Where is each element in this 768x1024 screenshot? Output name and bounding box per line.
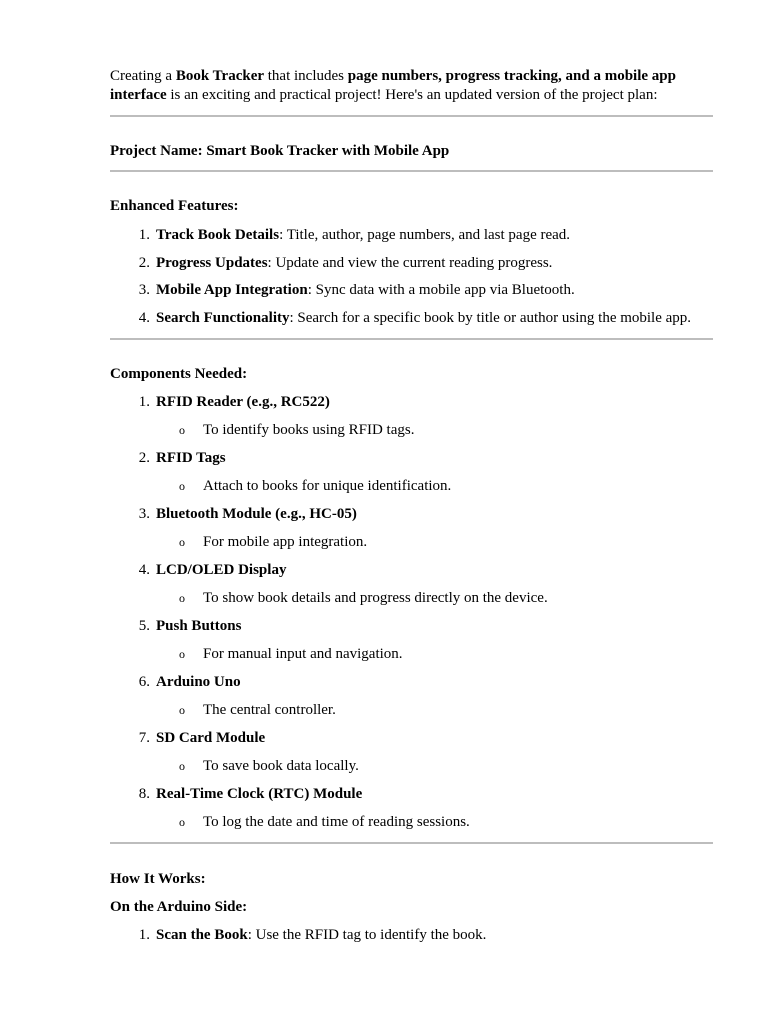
list-item: 1. Track Book Details: Title, author, page numbers, and last page read. [138, 227, 571, 243]
intro-bold-2: page numbers, progress tracking, and a mobile app interface [110, 68, 676, 103]
intro-paragraph [110, 67, 713, 105]
divider [110, 170, 713, 172]
list-item: 7. SD Card Module o To save book data locally. [138, 730, 359, 774]
bullet-icon: o [179, 423, 185, 437]
bullet-icon: o [179, 759, 185, 773]
bullet-icon: o [179, 535, 185, 549]
list-item: 6. Arduino Uno o The central controller. [138, 674, 336, 718]
list-item: 8. Real-Time Clock (RTC) Module o To log the date and time of reading sessions. [138, 786, 470, 830]
list-item: 4. Search Functionality: Search for a specific book by title or author using the mobile app. [138, 310, 692, 326]
intro-text-1: Creating a [110, 68, 176, 84]
list-item: 2. RFID Tags o Attach to books for unique identification. [138, 450, 452, 494]
bullet-icon: o [179, 703, 185, 717]
features-heading: Enhanced Features: [110, 198, 239, 214]
project-name-heading: Project Name: Smart Book Tracker with Mobile App [110, 143, 450, 159]
divider [110, 338, 713, 340]
list-item: 3. Bluetooth Module (e.g., HC-05) o For mobile app integration. [138, 506, 368, 550]
intro-bold-1: Book Tracker [175, 68, 265, 84]
arduino-side-heading: On the Arduino Side: [110, 899, 248, 915]
divider [110, 115, 713, 117]
list-item: 2. Progress Updates: Update and view the current reading progress. [138, 255, 553, 271]
list-item: 3. Mobile App Integration: Sync data with a mobile app via Bluetooth. [138, 282, 575, 298]
list-item: 1. RFID Reader (e.g., RC522) o To identify books using RFID tags. [138, 394, 415, 438]
divider [110, 842, 713, 844]
list-item: 4. LCD/OLED Display o To show book details and progress directly on the device. [138, 562, 548, 606]
components-heading: Components Needed: [110, 366, 248, 382]
bullet-icon: o [179, 479, 185, 493]
intro-text-2: that includes [264, 68, 348, 84]
intro-text-3: is an exciting and practical project! Here's an updated version of the project plan: [166, 87, 658, 103]
bullet-icon: o [179, 647, 185, 661]
bullet-icon: o [179, 815, 185, 829]
list-item: 5. Push Buttons o For manual input and navigation. [138, 618, 403, 662]
bullet-icon: o [179, 591, 185, 605]
how-it-works-heading: How It Works: [110, 871, 206, 887]
list-item: 1. Scan the Book: Use the RFID tag to identify the book. [138, 927, 487, 943]
